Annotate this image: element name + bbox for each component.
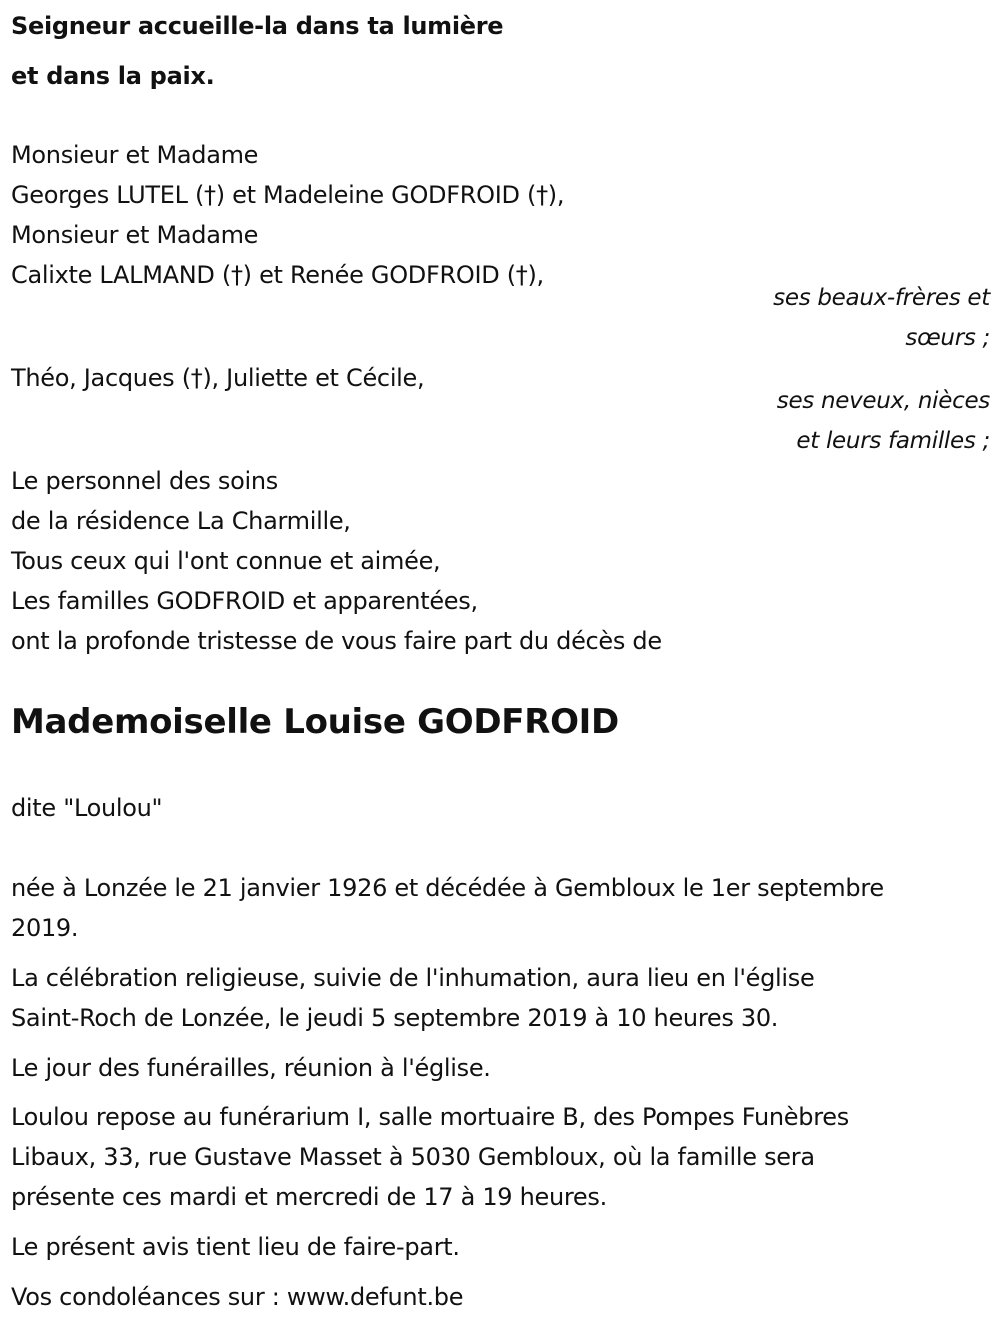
notice-line: Le présent avis tient lieu de faire-part.: [11, 1233, 460, 1261]
condolences-line: Vos condoléances sur : www.defunt.be: [11, 1283, 464, 1311]
birth-death-line: née à Lonzée le 21 janvier 1926 et décédée à Gembloux le 1er septembre: [11, 874, 884, 902]
family-line: Monsieur et Madame: [11, 221, 259, 249]
relation-label: et leurs familles ;: [796, 428, 990, 454]
nephews-line: Théo, Jacques (†), Juliette et Cécile,: [11, 364, 425, 392]
verse-line: et dans la paix.: [11, 62, 215, 90]
relation-label: ses beaux-frères et: [773, 285, 990, 311]
funerarium-line: présente ces mardi et mercredi de 17 à 19 heures.: [11, 1183, 607, 1211]
family-line: Calixte LALMAND (†) et Renée GODFROID (†),: [11, 261, 544, 289]
reunion-line: Le jour des funérailles, réunion à l'église.: [11, 1054, 491, 1082]
others-line: de la résidence La Charmille,: [11, 507, 351, 535]
deceased-name: Mademoiselle Louise GODFROID: [11, 702, 619, 742]
deceased-nickname: dite "Loulou": [11, 794, 163, 822]
relation-label: sœurs ;: [905, 325, 990, 351]
family-line: Monsieur et Madame: [11, 141, 259, 169]
funerarium-line: Libaux, 33, rue Gustave Masset à 5030 Gembloux, où la famille sera: [11, 1143, 815, 1171]
funerarium-line: Loulou repose au funérarium I, salle mortuaire B, des Pompes Funèbres: [11, 1103, 849, 1131]
relation-label: ses neveux, nièces: [776, 388, 990, 414]
others-line: Tous ceux qui l'ont connue et aimée,: [11, 547, 441, 575]
others-line: Les familles GODFROID et apparentées,: [11, 587, 478, 615]
birth-death-line: 2019.: [11, 914, 79, 942]
ceremony-line: Saint-Roch de Lonzée, le jeudi 5 septembre 2019 à 10 heures 30.: [11, 1004, 779, 1032]
others-line: ont la profonde tristesse de vous faire part du décès de: [11, 627, 662, 655]
family-line: Georges LUTEL (†) et Madeleine GODFROID (†),: [11, 181, 565, 209]
others-line: Le personnel des soins: [11, 467, 278, 495]
verse-line: Seigneur accueille-la dans ta lumière: [11, 12, 504, 40]
ceremony-line: La célébration religieuse, suivie de l'inhumation, aura lieu en l'église: [11, 964, 815, 992]
